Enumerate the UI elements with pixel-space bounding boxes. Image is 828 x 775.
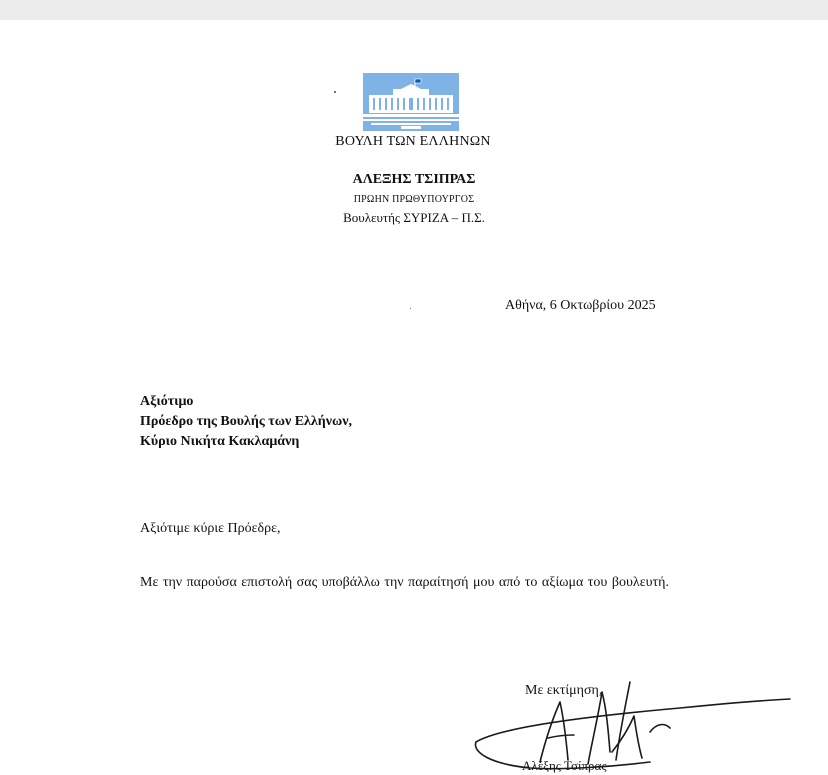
sender-title: ΠΡΩΗΝ ΠΡΩΘΥΠΟΥΡΓΟΣ — [353, 194, 475, 205]
speck-mark — [410, 308, 411, 309]
date-line: Αθήνα, 6 Οκτωβρίου 2025 — [505, 298, 656, 313]
handwritten-signature-icon — [470, 672, 810, 775]
recipient-line: Κύριο Νικήτα Κακλαμάνη — [140, 434, 300, 449]
recipient-line: Πρόεδρο της Βουλής των Ελλήνων, — [140, 414, 352, 429]
letterhead — [0, 0, 828, 230]
letter-body: Με την παρούσα επιστολή σας υποβάλλω την παραίτησή μου από το αξίωμα του βουλευτή. — [140, 575, 669, 590]
salutation: Αξιότιμε κύριε Πρόεδρε, — [140, 521, 281, 536]
signer-name: Αλέξης Τσίπρας — [522, 758, 607, 773]
recipient-block — [140, 392, 352, 452]
sender-party: Βουλευτής ΣΥΡΙΖΑ – Π.Σ. — [343, 210, 485, 225]
closing-phrase: Με εκτίμηση, — [525, 683, 603, 698]
speck-mark — [334, 91, 336, 93]
sender-name: ΑΛΕΞΗΣ ΤΣΙΠΡΑΣ — [352, 172, 476, 187]
recipient-line: Αξιότιμο — [140, 394, 194, 409]
hellenic-parliament-emblem-icon — [363, 73, 459, 131]
institution-name: ΒΟΥΛΗ ΤΩΝ ΕΛΛΗΝΩΝ — [335, 134, 491, 149]
